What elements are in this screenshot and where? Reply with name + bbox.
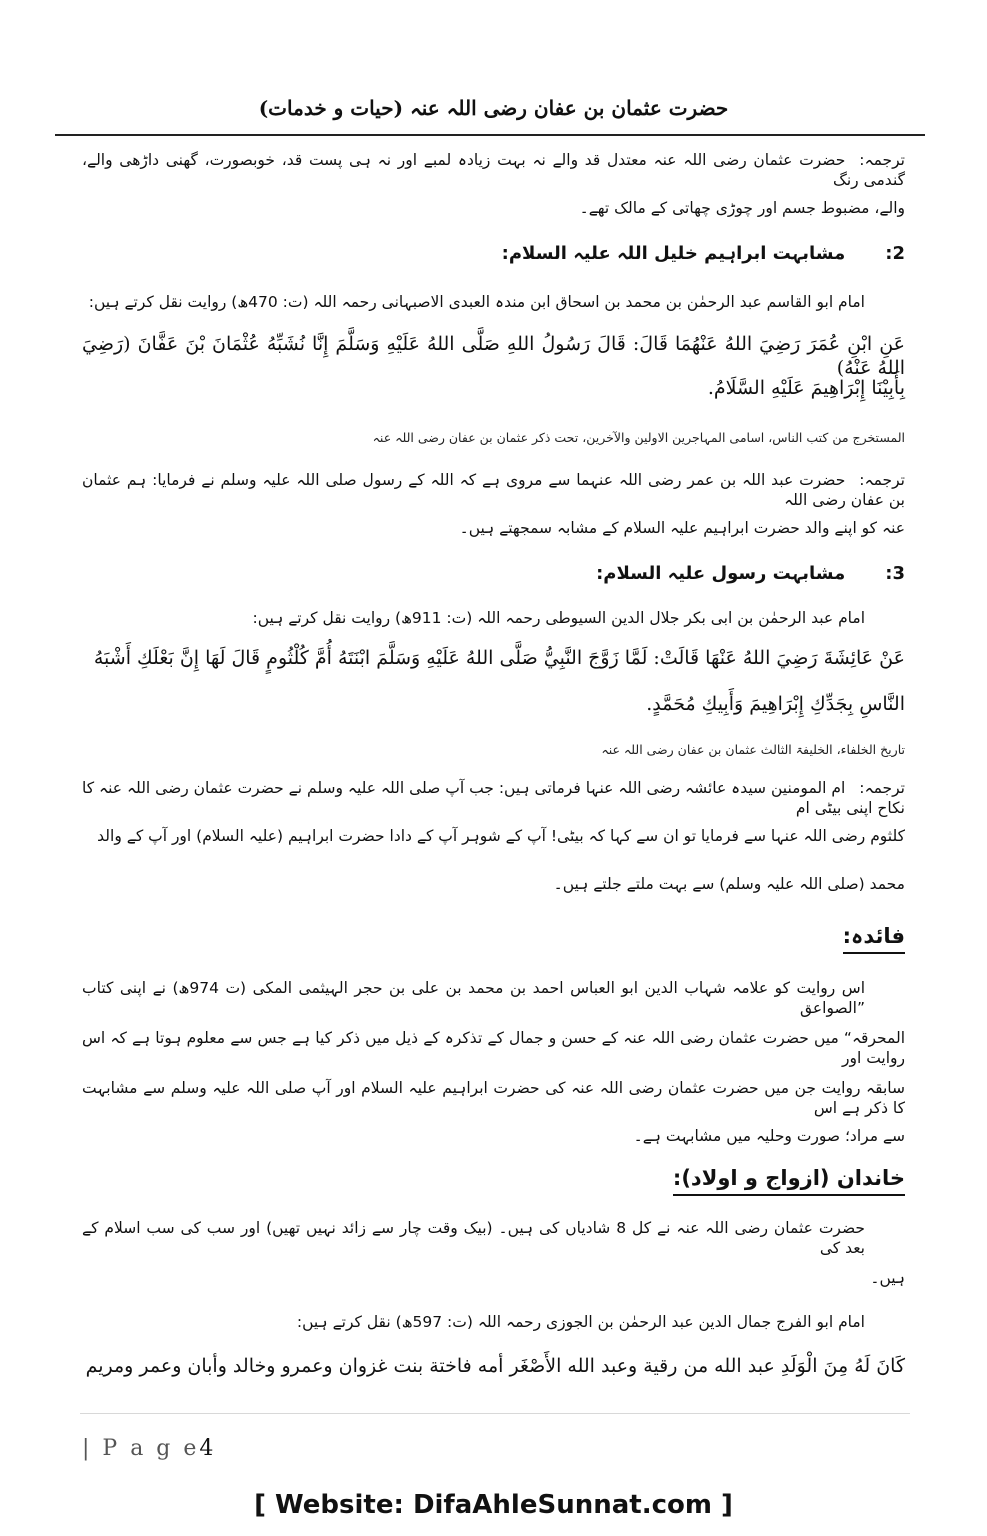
section-title: مشابہت رسول علیہ السلام: xyxy=(596,563,846,584)
source-citation: تاریخ الخلفاء، الخلیفۃ الثالث عثمان بن عفان رضی اللہ عنہ xyxy=(601,742,905,757)
section-3-arabic-b xyxy=(82,692,905,716)
family-text: حضرت عثمان رضی اللہ عنہ نے کل 8 شادیاں کی ہیں۔ (بیک وقت چار سے زائد نہیں تھیں) اور سب کی سب اسلام کے بعد کی xyxy=(82,1219,866,1257)
page-number-label xyxy=(82,1436,213,1461)
faida-text: سابقہ روایت جن میں حضرت عثمان رضی اللہ عنہ کی حضرت ابراہیم علیہ السلام اور آپ صلی اللہ علیہ وسلم سے مشابہت کا ذکر ہے اس xyxy=(82,1079,905,1117)
faida-text: المحرقہ“ میں حضرت عثمان رضی اللہ عنہ کے حسن و جمال کے تذکرہ کے ذیل میں ذکر کیا ہے جس سے معلوم ہوتا ہے کہ اس روایت اور xyxy=(82,1029,905,1067)
translation-label: ترجمہ: xyxy=(859,779,905,797)
section-3-translation-c xyxy=(82,874,905,894)
arabic-hadith-line: عَنْ عَائِشَةَ رَضِيَ اللهُ عَنْهَا قَالَتْ: لَمَّا زَوَّجَ النَّبِيُّ صَلَّى اللهُ عَلَيْهِ وَسَلَّمَ ابْنَتَهُ أُمَّ كُلْثُومٍ قَالَ لَهَا إِنَّ بَعْلَكِ أَشْبَهُ xyxy=(93,647,905,669)
translation-block-1b xyxy=(82,198,905,218)
section-2-arabic-b xyxy=(82,376,905,400)
family-paragraph-b xyxy=(82,1268,905,1288)
arabic-hadith-line: النَّاسِ بِجَدِّكِ إِبْرَاهِيمَ وَأَبِيكِ مُحَمَّدٍ. xyxy=(646,693,905,715)
translation-line: والے، مضبوط جسم اور چوڑی چھاتی کے مالک تھے۔ xyxy=(579,199,905,217)
section-heading-2 xyxy=(82,242,905,266)
translation-label: ترجمہ: xyxy=(859,471,905,489)
translation-line xyxy=(82,150,905,190)
arabic-hadith-line: بِأَبِيْنَا إِبْرَاهِيمَ عَلَيْهِ السَّلَامُ. xyxy=(707,377,905,399)
faida-paragraph xyxy=(82,978,905,1018)
header-divider xyxy=(55,134,925,136)
section-3-intro xyxy=(82,608,905,628)
page-word: | P a g e xyxy=(82,1436,200,1461)
family-paragraph xyxy=(82,1218,905,1258)
intro-text: امام ابو القاسم عبد الرحمٰن بن محمد بن اسحاق ابن مندہ العبدی الاصبہانی رحمہ اللہ (ت: 470ھ) روایت نقل کرتے ہیں: xyxy=(88,293,865,311)
section-2-source xyxy=(82,430,905,446)
intro-text: امام عبد الرحمٰن بن ابی بکر جلال الدین السیوطی رحمہ اللہ (ت: 911ھ) روایت نقل کرتے ہیں: xyxy=(252,609,865,627)
intro-text: امام ابو الفرج جمال الدین عبد الرحمٰن بن الجوزی رحمہ اللہ (ت: 597ھ) نقل کرتے ہیں: xyxy=(296,1313,865,1331)
section-number: 2: xyxy=(885,243,905,264)
family-heading: خاندان (ازواج و اولاد): xyxy=(673,1164,905,1196)
faida-paragraph-c xyxy=(82,1078,905,1118)
faida-heading: فائدہ: xyxy=(843,922,905,954)
family-intro xyxy=(82,1312,905,1332)
section-number: 3: xyxy=(885,563,905,584)
faida-paragraph-d xyxy=(82,1126,905,1146)
section-3-translation xyxy=(82,778,905,818)
translation-text: کلثوم رضی اللہ عنہا سے فرمایا تو ان سے کہا کہ بیٹی! آپ کے شوہر آپ کے دادا حضرت ابراہیم (علیہ السلام) اور آپ کے والد xyxy=(97,827,905,845)
section-2-translation-b xyxy=(82,518,905,538)
section-3-translation-b xyxy=(82,826,905,846)
website-footer: [ Website: DifaAhleSunnat.com ] xyxy=(254,1490,733,1520)
section-2-translation xyxy=(82,470,905,510)
translation-text: محمد (صلی اللہ علیہ وسلم) سے بہت ملتے جلتے ہیں۔ xyxy=(553,875,905,893)
family-arabic xyxy=(82,1354,905,1378)
footer-divider xyxy=(80,1413,910,1414)
page-number: 4 xyxy=(199,1436,214,1461)
translation-text: ام المومنین سیدہ عائشہ رضی اللہ عنہا فرماتی ہیں: جب آپ صلی اللہ علیہ وسلم نے حضرت عثمان رضی اللہ عنہ کا نکاح اپنی بیٹی ام xyxy=(82,779,905,817)
section-2-arabic xyxy=(82,332,905,380)
page-header-title: حضرت عثمان بن عفان رضی اللہ عنہ (حیات و خدمات) xyxy=(258,96,729,120)
translation-text: حضرت عبد اللہ بن عمر رضی اللہ عنہما سے مروی ہے کہ اللہ کے رسول صلی اللہ علیہ وسلم نے فرمایا: ہم عثمان بن عفان رضی اللہ xyxy=(82,471,905,509)
family-text: ہیں۔ xyxy=(870,1269,905,1287)
section-3-source xyxy=(82,742,905,758)
arabic-hadith-line: عَنِ ابْنِ عُمَرَ رَضِيَ اللهُ عَنْهُمَا قَالَ: قَالَ رَسُولُ اللهِ صَلَّى اللهُ عَلَيْهِ وَسَلَّمَ إِنَّا نُشَبِّهُ عُثْمَانَ بْنَ عَفَّانَ (رَضِيَ اللهُ عَنْهُ) xyxy=(82,333,905,379)
translation-text: حضرت عثمان رضی اللہ عنہ معتدل قد والے نہ بہت زیادہ لمبے اور نہ ہی پست قد، خوبصورت، گھنی داڑھی والے، گندمی رنگ xyxy=(82,151,905,189)
section-3-arabic xyxy=(82,646,905,670)
source-citation: المستخرج من کتب الناس، اسامی المہاجرین الاولین والآخرین، تحت ذکر عثمان بن عفان رضی اللہ عنہ xyxy=(372,430,905,445)
arabic-quote-line: كَانَ لَهُ مِنَ الْوَلَدِ عبد الله من رقية وعبد الله الأَصْغَر أمه فاختة بنت غزوان وعمرو وخالد وأبان وعمر ومريم xyxy=(85,1355,905,1377)
translation-label: ترجمہ: xyxy=(859,151,905,169)
faida-text: اس روایت کو علامہ شہاب الدین ابو العباس احمد بن محمد بن علی بن حجر الہیثمی المکی (ت 974ھ) نے اپنی کتاب ”الصواعق xyxy=(82,979,865,1017)
translation-block-1 xyxy=(82,150,905,190)
section-title: مشابہت ابراہیم خلیل اللہ علیہ السلام: xyxy=(501,243,846,264)
faida-paragraph-b xyxy=(82,1028,905,1068)
section-heading-3 xyxy=(82,562,905,586)
translation-text: عنہ کو اپنے والد حضرت ابراہیم علیہ السلام کے مشابہ سمجھتے ہیں۔ xyxy=(459,519,905,537)
faida-text: سے مراد؛ صورت وحلیہ میں مشابہت ہے۔ xyxy=(633,1127,905,1145)
section-2-intro xyxy=(82,292,905,312)
